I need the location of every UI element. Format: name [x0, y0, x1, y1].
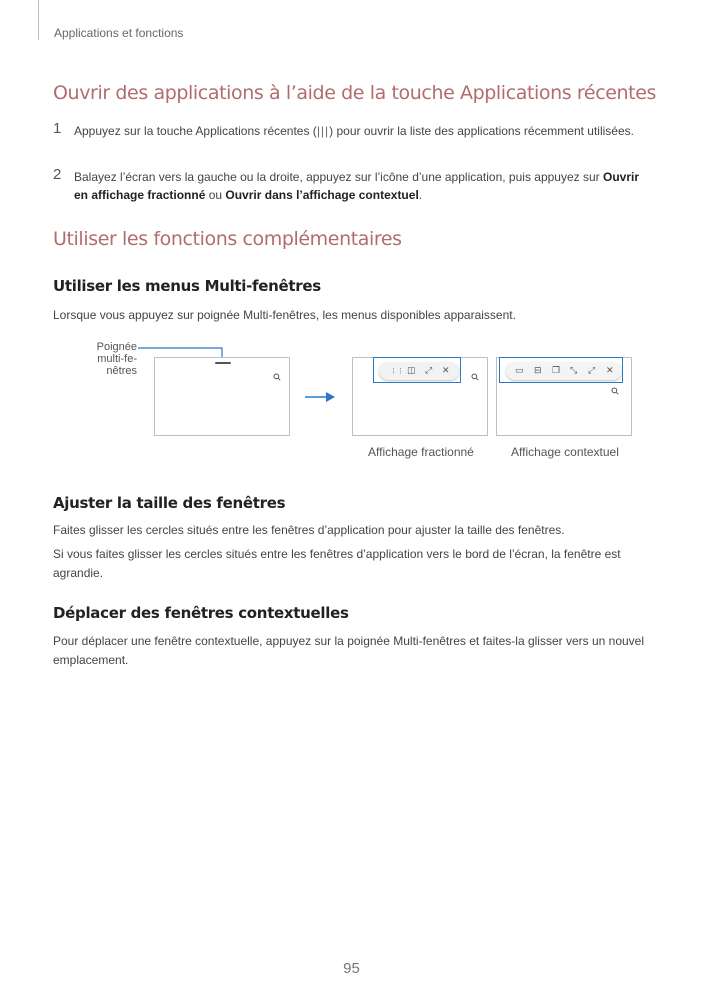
- expand-icon: ⤢: [425, 366, 433, 376]
- section-title-extra-functions: Utiliser les fonctions complémentaires: [53, 228, 402, 250]
- window-default: [154, 357, 290, 436]
- caption-popup-view: Affichage contextuel: [511, 445, 619, 459]
- close-icon: ✕: [606, 366, 614, 376]
- close-icon: ✕: [442, 366, 450, 376]
- step1-text-a: Appuyez sur la touche Applications récentes (: [74, 124, 317, 138]
- split-view-icon: ◫: [407, 366, 416, 376]
- recent-apps-icon: |||: [316, 124, 330, 138]
- popup-menu-highlight: [499, 357, 623, 383]
- grid-icon: ⋮⋮: [390, 367, 404, 375]
- handle-label-line2: multi-fe-: [97, 353, 137, 365]
- step1-text-b: ) pour ouvrir la liste des applications récemment utilisées.: [329, 124, 634, 138]
- popup-icon: ▭: [515, 366, 524, 376]
- header-rule: [38, 0, 39, 40]
- search-icon: [471, 373, 479, 381]
- arrow-right-icon: [304, 390, 336, 404]
- step-text-2: [74, 168, 654, 204]
- step2-bold-split: Ouvrir en affichage fractionné: [74, 170, 639, 202]
- step2-text-c: .: [418, 188, 423, 202]
- split-menu-highlight: [373, 357, 461, 383]
- handle-label-line3: nêtres: [106, 365, 137, 377]
- subsection-title-resize: Ajuster la taille des fenêtres: [53, 494, 286, 512]
- paragraph-resize-1: Faites glisser les cercles situés entre les fenêtres d’application pour ajuster la taille des fenêtres.: [53, 523, 565, 537]
- paragraph-resize-2: Si vous faites glisser les cercles situés entre les fenêtres d’application vers le bord de l’écran, la fenêtre est agrandie.: [53, 547, 621, 580]
- search-icon: [611, 387, 619, 395]
- step-text-1: [74, 122, 654, 140]
- copy-icon: ❐: [552, 366, 561, 376]
- handle-label-line1: Poignée: [96, 341, 137, 353]
- search-icon: [273, 373, 281, 381]
- handle-label: [97, 341, 137, 377]
- minimize-icon: ⤡: [570, 366, 578, 376]
- subsection-title-menus: Utiliser les menus Multi-fenêtres: [53, 277, 321, 295]
- page-number: 95: [343, 960, 360, 977]
- expand-icon: ⤢: [588, 366, 596, 376]
- step-number-1: 1: [53, 120, 62, 137]
- running-header: Applications et fonctions: [54, 26, 184, 40]
- multiwindow-handle: [215, 362, 231, 364]
- paragraph-move: Pour déplacer une fenêtre contextuelle, appuyez sur la poignée Multi-fenêtres et faites-la glisser vers un nouvel emplacement.: [53, 634, 645, 667]
- step-number-2: 2: [53, 166, 62, 183]
- step2-text-a: Balayez l’écran vers la gauche ou la droite, appuyez sur l’icône d’une application, puis appuyez sur: [74, 170, 603, 184]
- paragraph-menus: Lorsque vous appuyez sur poignée Multi-fenêtres, les menus disponibles apparaissent.: [53, 308, 516, 322]
- step2-bold-popup: Ouvrir dans l’affichage contextuel: [225, 188, 419, 202]
- caption-split-view: Affichage fractionné: [368, 445, 474, 459]
- split-view-icon: ⊟: [534, 366, 542, 376]
- step2-text-b: ou: [205, 188, 226, 202]
- section-title-recent-apps: Ouvrir des applications à l’aide de la touche Applications récentes: [53, 82, 657, 104]
- subsection-title-move: Déplacer des fenêtres contextuelles: [53, 604, 349, 622]
